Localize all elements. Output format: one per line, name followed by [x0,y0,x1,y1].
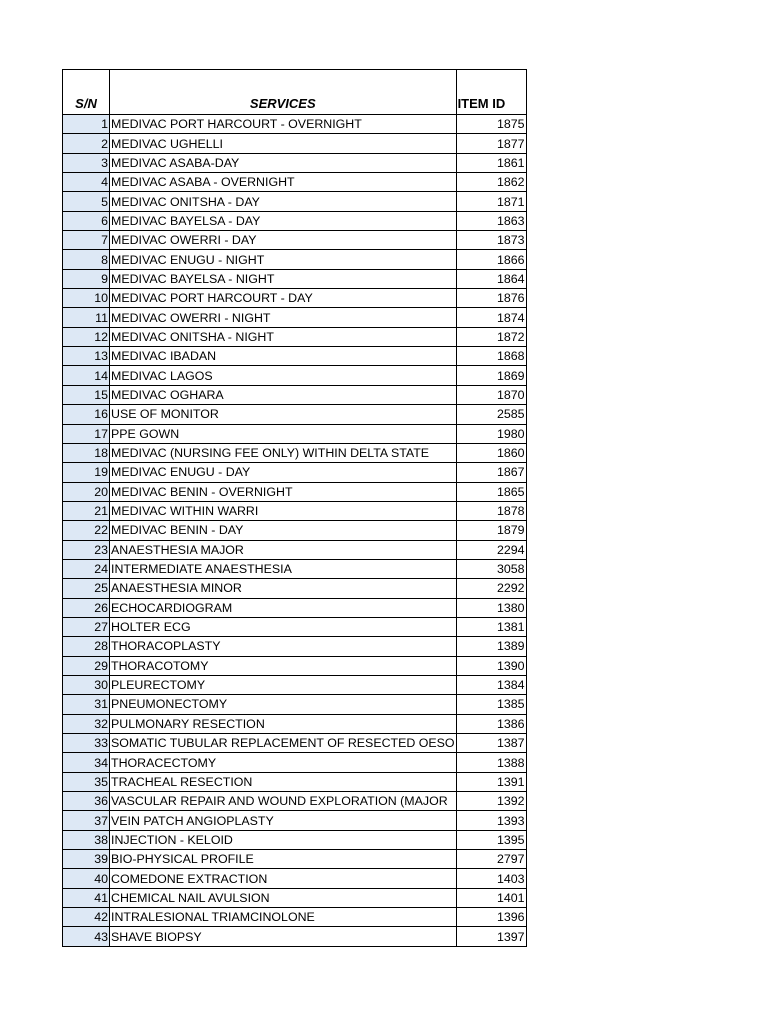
service-name-cell: VASCULAR REPAIR AND WOUND EXPLORATION (MAJOR [110,792,457,811]
table-row [63,366,527,385]
service-name-cell: PULMONARY RESECTION [110,714,457,733]
serial-number-cell: 6 [63,211,110,230]
serial-number-cell: 39 [63,850,110,869]
table-row [63,192,527,211]
table-row [63,734,527,753]
item-id-cell: 1396 [456,908,526,927]
table-row [63,521,527,540]
serial-number-cell: 15 [63,385,110,404]
item-id-cell: 2585 [456,405,526,424]
table-row [63,424,527,443]
table-row [63,134,527,153]
service-name-cell: MEDIVAC BENIN - OVERNIGHT [110,482,457,501]
table-row [63,231,527,250]
header-row [63,70,527,115]
serial-number-cell: 37 [63,811,110,830]
item-id-cell: 3058 [456,559,526,578]
serial-number-cell: 3 [63,153,110,172]
item-id-cell: 1391 [456,772,526,791]
serial-number-cell: 16 [63,405,110,424]
service-name-cell: USE OF MONITOR [110,405,457,424]
table-row [63,830,527,849]
service-name-cell: INTRALESIONAL TRIAMCINOLONE [110,908,457,927]
service-name-cell: MEDIVAC ONITSHA - NIGHT [110,327,457,346]
sn-column-header: S/N [63,70,110,115]
table-row [63,714,527,733]
table-row [63,347,527,366]
service-name-cell: MEDIVAC ASABA - OVERNIGHT [110,173,457,192]
service-name-cell: MEDIVAC BAYELSA - DAY [110,211,457,230]
item-id-cell: 1878 [456,501,526,520]
item-id-cell: 1862 [456,173,526,192]
table-body [63,115,527,947]
table-row [63,269,527,288]
serial-number-cell: 14 [63,366,110,385]
table-row [63,675,527,694]
service-name-cell: MEDIVAC WITHIN WARRI [110,501,457,520]
table-row [63,289,527,308]
service-name-cell: MEDIVAC OWERRI - NIGHT [110,308,457,327]
serial-number-cell: 33 [63,734,110,753]
item-id-cell: 1403 [456,869,526,888]
item-id-cell: 1860 [456,443,526,462]
item-id-cell: 1387 [456,734,526,753]
service-name-cell: MEDIVAC ENUGU - DAY [110,463,457,482]
item-id-cell: 1386 [456,714,526,733]
service-name-cell: MEDIVAC (NURSING FEE ONLY) WITHIN DELTA STATE [110,443,457,462]
item-id-cell: 2294 [456,540,526,559]
item-id-cell: 1863 [456,211,526,230]
serial-number-cell: 31 [63,695,110,714]
table-row [63,385,527,404]
serial-number-cell: 4 [63,173,110,192]
table-row [63,443,527,462]
serial-number-cell: 29 [63,656,110,675]
serial-number-cell: 20 [63,482,110,501]
service-name-cell: COMEDONE EXTRACTION [110,869,457,888]
service-name-cell: BIO-PHYSICAL PROFILE [110,850,457,869]
table-row [63,463,527,482]
table-row [63,308,527,327]
serial-number-cell: 41 [63,888,110,907]
table-row [63,173,527,192]
serial-number-cell: 11 [63,308,110,327]
serial-number-cell: 17 [63,424,110,443]
item-id-cell: 1868 [456,347,526,366]
item-id-cell: 1869 [456,366,526,385]
item-id-cell: 1875 [456,115,526,134]
table-row [63,579,527,598]
service-name-cell: HOLTER ECG [110,617,457,636]
item-id-cell: 1395 [456,830,526,849]
table-row [63,695,527,714]
serial-number-cell: 22 [63,521,110,540]
service-name-cell: VEIN PATCH ANGIOPLASTY [110,811,457,830]
serial-number-cell: 7 [63,231,110,250]
item-id-cell: 1393 [456,811,526,830]
table-row [63,656,527,675]
table-row [63,540,527,559]
item-id-cell: 1865 [456,482,526,501]
table-row [63,559,527,578]
item-id-cell: 1392 [456,792,526,811]
service-name-cell: MEDIVAC BAYELSA - NIGHT [110,269,457,288]
serial-number-cell: 28 [63,637,110,656]
serial-number-cell: 30 [63,675,110,694]
service-name-cell: THORACECTOMY [110,753,457,772]
table-row [63,772,527,791]
table-row [63,850,527,869]
service-name-cell: CHEMICAL NAIL AVULSION [110,888,457,907]
table-row [63,211,527,230]
serial-number-cell: 26 [63,598,110,617]
table-row [63,908,527,927]
item-id-cell: 1867 [456,463,526,482]
table-row [63,405,527,424]
service-name-cell: INJECTION - KELOID [110,830,457,849]
service-name-cell: MEDIVAC PORT HARCOURT - OVERNIGHT [110,115,457,134]
service-name-cell: MEDIVAC PORT HARCOURT - DAY [110,289,457,308]
serial-number-cell: 9 [63,269,110,288]
item-id-column-header: ITEM ID [456,70,526,115]
serial-number-cell: 27 [63,617,110,636]
serial-number-cell: 18 [63,443,110,462]
item-id-cell: 1980 [456,424,526,443]
service-name-cell: PLEURECTOMY [110,675,457,694]
service-name-cell: SOMATIC TUBULAR REPLACEMENT OF RESECTED OESO [110,734,457,753]
table-row [63,501,527,520]
service-name-cell: MEDIVAC ENUGU - NIGHT [110,250,457,269]
serial-number-cell: 35 [63,772,110,791]
item-id-cell: 1861 [456,153,526,172]
item-id-cell: 1872 [456,327,526,346]
service-name-cell: ANAESTHESIA MAJOR [110,540,457,559]
service-name-cell: THORACOPLASTY [110,637,457,656]
item-id-cell: 1866 [456,250,526,269]
table-row [63,869,527,888]
service-name-cell: THORACOTOMY [110,656,457,675]
service-name-cell: MEDIVAC OGHARA [110,385,457,404]
item-id-cell: 1401 [456,888,526,907]
item-id-cell: 1390 [456,656,526,675]
serial-number-cell: 32 [63,714,110,733]
table-row [63,153,527,172]
serial-number-cell: 10 [63,289,110,308]
service-name-cell: PNEUMONECTOMY [110,695,457,714]
item-id-cell: 2292 [456,579,526,598]
service-name-cell: MEDIVAC OWERRI - DAY [110,231,457,250]
serial-number-cell: 2 [63,134,110,153]
service-name-cell: TRACHEAL RESECTION [110,772,457,791]
table-row [63,250,527,269]
table-row [63,888,527,907]
item-id-cell: 1388 [456,753,526,772]
item-id-cell: 1874 [456,308,526,327]
serial-number-cell: 42 [63,908,110,927]
serial-number-cell: 34 [63,753,110,772]
table-row [63,792,527,811]
service-name-cell: MEDIVAC LAGOS [110,366,457,385]
serial-number-cell: 1 [63,115,110,134]
item-id-cell: 1385 [456,695,526,714]
item-id-cell: 1873 [456,231,526,250]
table-row [63,598,527,617]
service-name-cell: ANAESTHESIA MINOR [110,579,457,598]
table-row [63,811,527,830]
serial-number-cell: 43 [63,927,110,946]
serial-number-cell: 13 [63,347,110,366]
item-id-cell: 2797 [456,850,526,869]
serial-number-cell: 24 [63,559,110,578]
item-id-cell: 1876 [456,289,526,308]
services-table [62,69,527,947]
service-name-cell: SHAVE BIOPSY [110,927,457,946]
item-id-cell: 1389 [456,637,526,656]
service-name-cell: MEDIVAC BENIN - DAY [110,521,457,540]
item-id-cell: 1871 [456,192,526,211]
service-name-cell: MEDIVAC IBADAN [110,347,457,366]
serial-number-cell: 40 [63,869,110,888]
service-name-cell: ECHOCARDIOGRAM [110,598,457,617]
service-name-cell: INTERMEDIATE ANAESTHESIA [110,559,457,578]
service-name-cell: PPE GOWN [110,424,457,443]
item-id-cell: 1381 [456,617,526,636]
serial-number-cell: 8 [63,250,110,269]
serial-number-cell: 23 [63,540,110,559]
serial-number-cell: 25 [63,579,110,598]
item-id-cell: 1870 [456,385,526,404]
service-name-cell: MEDIVAC UGHELLI [110,134,457,153]
services-column-header: SERVICES [110,70,457,115]
serial-number-cell: 12 [63,327,110,346]
table-row [63,115,527,134]
table-row [63,327,527,346]
table-row [63,753,527,772]
serial-number-cell: 38 [63,830,110,849]
table-row [63,927,527,946]
item-id-cell: 1384 [456,675,526,694]
item-id-cell: 1397 [456,927,526,946]
service-name-cell: MEDIVAC ONITSHA - DAY [110,192,457,211]
service-name-cell: MEDIVAC ASABA-DAY [110,153,457,172]
table-row [63,482,527,501]
serial-number-cell: 21 [63,501,110,520]
serial-number-cell: 19 [63,463,110,482]
serial-number-cell: 36 [63,792,110,811]
item-id-cell: 1877 [456,134,526,153]
item-id-cell: 1380 [456,598,526,617]
table-row [63,617,527,636]
item-id-cell: 1864 [456,269,526,288]
serial-number-cell: 5 [63,192,110,211]
table-row [63,637,527,656]
item-id-cell: 1879 [456,521,526,540]
